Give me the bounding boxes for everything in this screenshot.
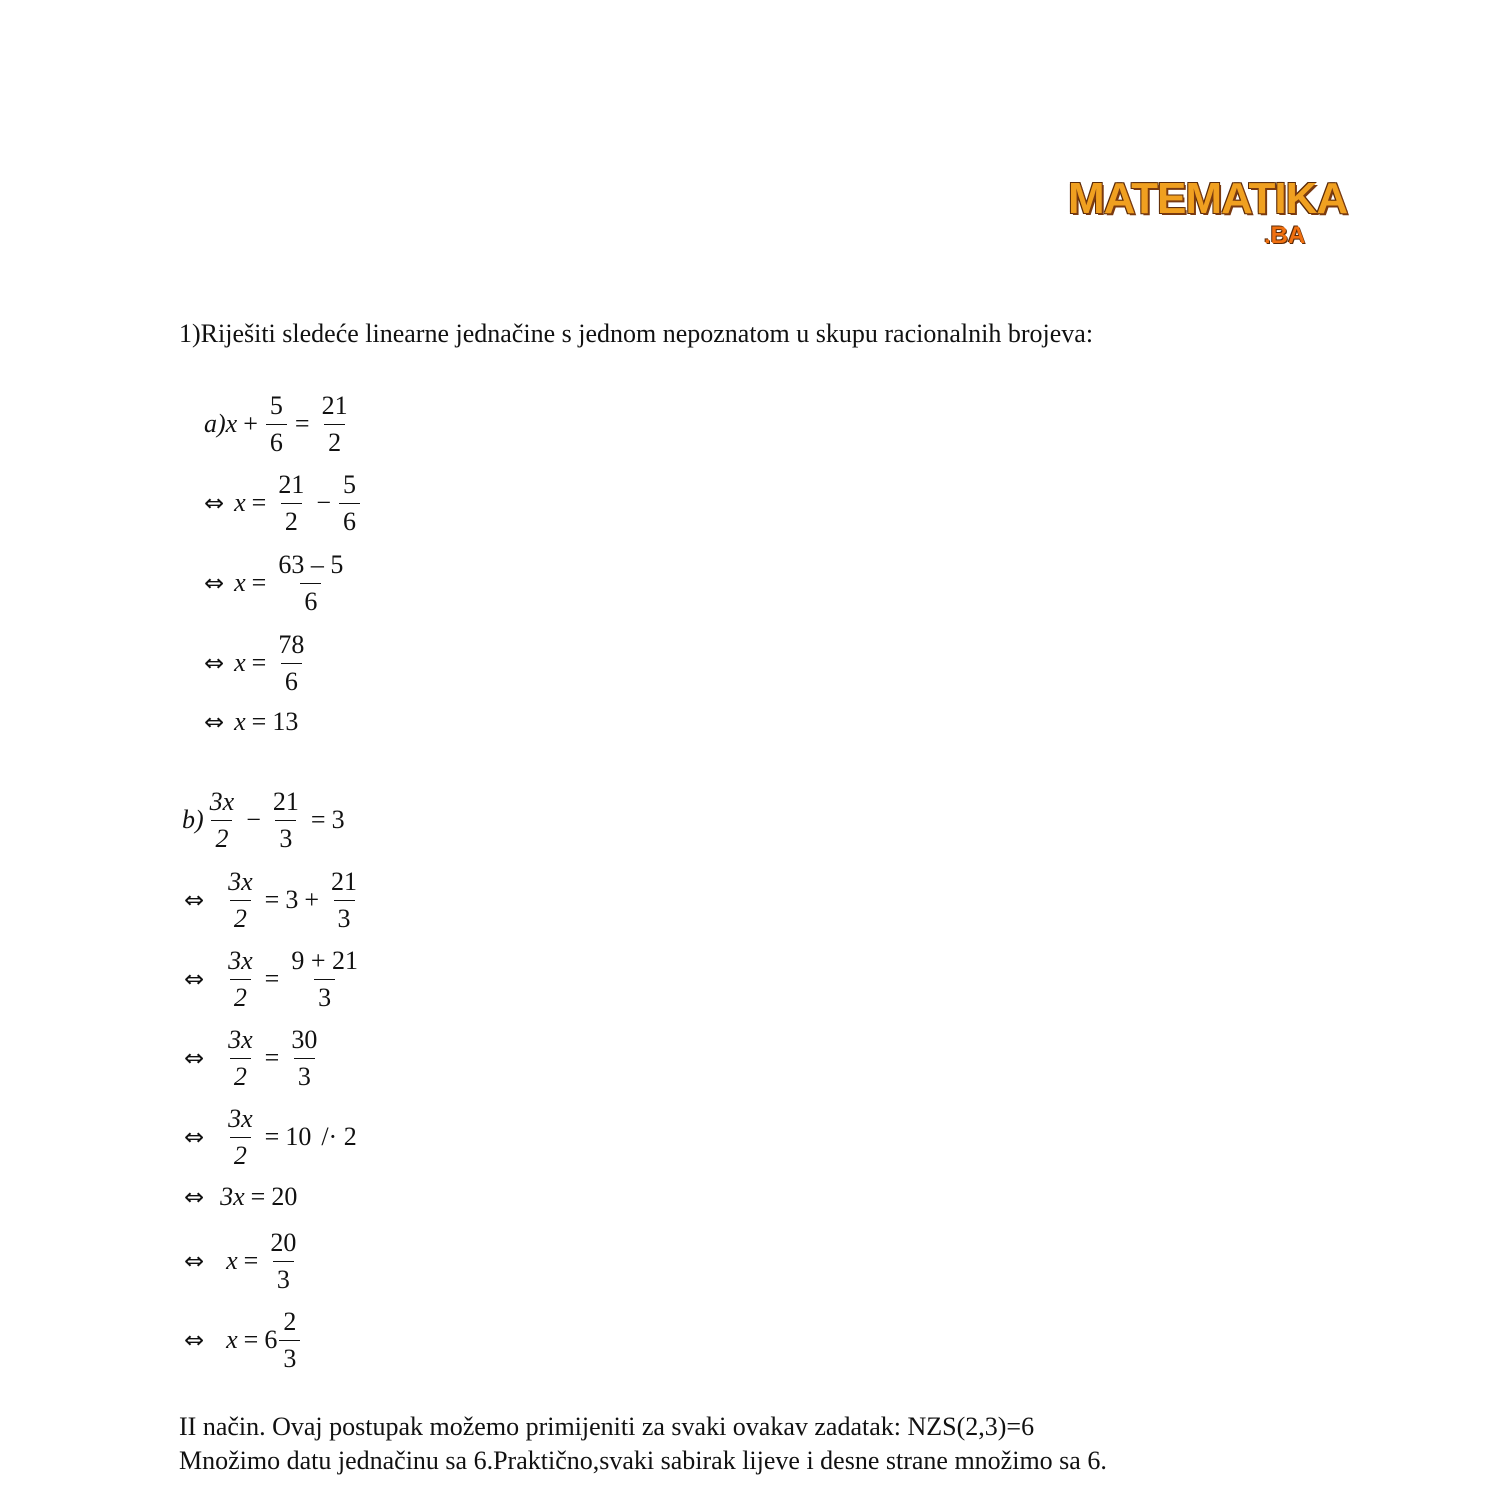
part-a-line-2: [204, 467, 362, 539]
mixed-number: [264, 1304, 302, 1377]
equivalence-icon: ⇔: [204, 649, 225, 677]
result-value: 13: [272, 707, 299, 736]
task-title: 1)Riješiti sledeće linearne jednačine s jednom nepoznatom u skupu racionalnih brojeva:: [179, 319, 1094, 348]
equals-sign: =: [251, 648, 267, 677]
equivalence-icon: ⇔: [184, 1044, 205, 1072]
method-2-line-2: Množimo datu jednačinu sa 6.Praktično,svaki sabirak lijeve i desne strane množimo sa 6.: [179, 1446, 1107, 1475]
equals-sign: =: [264, 885, 280, 914]
equivalence-icon: ⇔: [184, 1183, 205, 1211]
whole-part: 6: [264, 1325, 278, 1354]
fraction: $\frac{3x}{2}$: [224, 943, 257, 1016]
equals-sign: =: [243, 1246, 259, 1275]
equals-sign: =: [310, 805, 326, 834]
fraction: $\frac{21}{3}$: [269, 784, 303, 857]
equivalence-icon: ⇔: [184, 965, 205, 993]
equivalence-icon: ⇔: [204, 489, 225, 517]
fraction: $\frac{63 - 5}{6}$: [274, 547, 347, 620]
fraction: $\frac{3x}{2}$: [224, 1101, 257, 1174]
method-2-line-1: II način. Ovaj postupak možemo primijeniti za svaki ovakav zadatak: NZS(2,3)=6: [179, 1412, 1035, 1441]
part-b-line-3: [184, 943, 364, 1015]
site-logo: [1064, 170, 1348, 262]
lead-value: 3: [285, 885, 299, 914]
rhs-value: 20: [271, 1182, 298, 1211]
fraction: $\frac{78}{6}$: [274, 627, 308, 700]
fraction: $\frac{9 + 21}{3}$: [287, 943, 362, 1016]
fraction: $\frac{5}{6}$: [266, 388, 287, 461]
var-x: x: [234, 568, 246, 597]
var-x: x: [226, 1325, 238, 1354]
equals-sign: =: [251, 488, 267, 517]
fraction: $\frac{30}{3}$: [287, 1022, 321, 1095]
logo-sub-text: .BA: [1264, 222, 1306, 249]
fraction: $\frac{21}{2}$: [318, 388, 352, 461]
equivalence-icon: ⇔: [184, 1247, 205, 1275]
minus-sign: −: [246, 805, 261, 834]
part-a-line-3: [204, 547, 349, 619]
equals-sign: =: [264, 1043, 280, 1072]
minus-sign: −: [316, 488, 331, 517]
equivalence-icon: ⇔: [184, 886, 205, 914]
fraction: $\frac{3x}{2}$: [224, 1022, 257, 1095]
part-a-line-5: [204, 686, 298, 758]
var-x: x: [225, 409, 238, 438]
fraction: $\frac{21}{2}$: [274, 467, 308, 540]
equals-sign: =: [251, 707, 267, 736]
part-a-line-1: [204, 388, 354, 460]
part-b-line-2: [184, 864, 363, 936]
part-b-label: b): [182, 805, 204, 834]
var-x: x: [234, 648, 246, 677]
equals-sign: =: [264, 964, 280, 993]
part-a-label: a): [204, 409, 226, 438]
lhs-term: 3x: [220, 1182, 245, 1211]
logo-main-text: MATEMATIKA: [1068, 174, 1348, 223]
fraction: $\frac{20}{3}$: [266, 1225, 300, 1298]
equivalence-icon: ⇔: [204, 708, 225, 736]
fraction: $\frac{3x}{2}$: [206, 784, 239, 857]
equals-sign: =: [243, 1325, 259, 1354]
part-b-line-7: [184, 1225, 302, 1297]
equivalence-icon: ⇔: [184, 1326, 205, 1354]
equivalence-icon: ⇔: [184, 1123, 205, 1151]
fraction: $\frac{2}{3}$: [279, 1304, 300, 1377]
equals-sign: =: [294, 409, 310, 438]
fraction: $\frac{21}{3}$: [327, 864, 361, 937]
equals-sign: =: [251, 568, 267, 597]
var-x: x: [234, 707, 246, 736]
equivalence-icon: ⇔: [204, 569, 225, 597]
plus-sign: +: [243, 409, 258, 438]
part-b-line-1: [182, 784, 345, 856]
part-b-line-4: [184, 1022, 323, 1094]
rhs-value: 10: [285, 1122, 312, 1151]
fraction: $\frac{3x}{2}$: [224, 864, 257, 937]
part-b-line-8: [184, 1304, 302, 1376]
multiply-annotation: /· 2: [321, 1122, 357, 1151]
var-x: x: [226, 1246, 238, 1275]
rhs-value: 3: [331, 805, 345, 834]
fraction: $\frac{5}{6}$: [339, 467, 360, 540]
part-b-line-6: [184, 1161, 297, 1233]
equals-sign: =: [264, 1122, 280, 1151]
plus-sign: +: [304, 885, 319, 914]
var-x: x: [234, 488, 246, 517]
equals-sign: =: [250, 1182, 266, 1211]
